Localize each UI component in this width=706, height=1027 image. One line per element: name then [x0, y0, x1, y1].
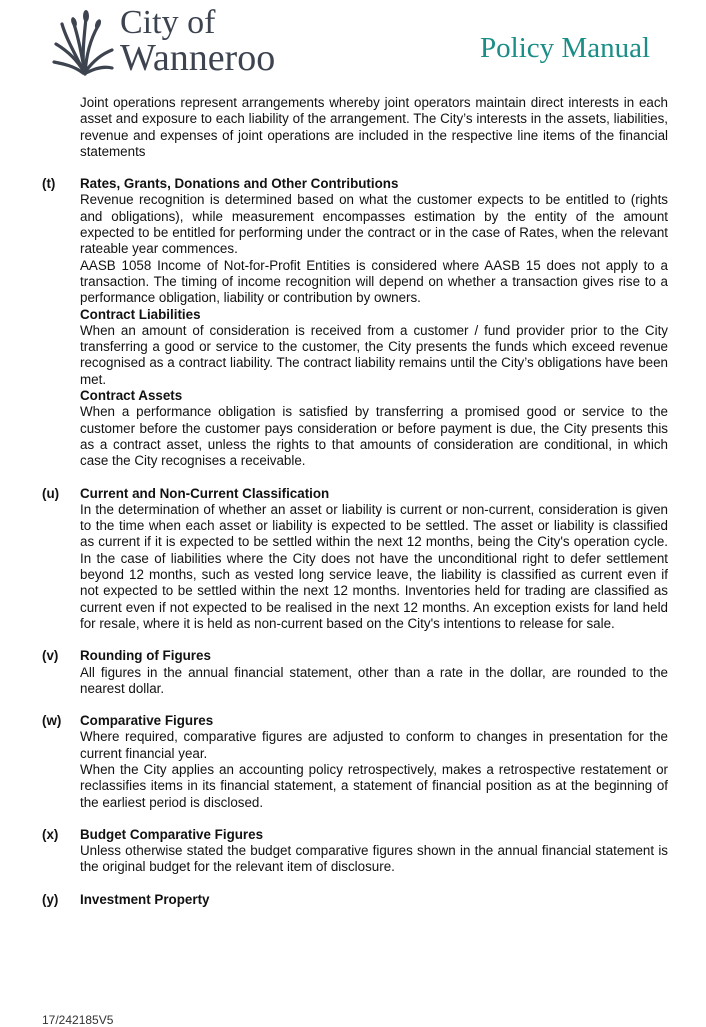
document-reference: 17/242185V5 [42, 1013, 114, 1027]
section-label-u: (u) [42, 485, 60, 501]
contract-liabilities-paragraph: When an amount of consideration is received from a customer / fund provider prior to the City transferring a good or service to the customer, the City presents the funds which exceed revenue recognised as a contract liability. The contract liability remains until the City’s obligations have been met. [80, 322, 668, 387]
section-v-paragraph: All figures in the annual financial statement, other than a rate in the dollar, are rounded to the nearest dollar. [80, 664, 668, 696]
section-heading-y: Investment Property [80, 891, 210, 907]
grass-tree-icon [52, 10, 114, 76]
section-label-x: (x) [42, 826, 59, 842]
manual-title: Policy Manual [480, 32, 650, 64]
section-heading-w: Comparative Figures [80, 713, 214, 729]
logo-text-city-of: City of [120, 4, 216, 41]
section-heading-v: Rounding of Figures [80, 648, 211, 664]
section-heading-x: Budget Comparative Figures [80, 826, 264, 842]
section-t [42, 176, 668, 469]
section-label-w: (w) [42, 713, 62, 729]
section-v [42, 648, 668, 697]
logo-text-wanneroo: Wanneroo [120, 37, 276, 79]
section-label-v: (v) [42, 648, 59, 664]
section-u [42, 486, 668, 633]
contract-assets-heading: Contract Assets [80, 388, 183, 404]
section-w [42, 713, 668, 811]
section-t-paragraph-2: AASB 1058 Income of Not-for-Profit Entities is considered where AASB 15 does not apply to a transaction. The timing of income recognition will depend on whether a transaction gives rise to a performance obligation, liability or contribution by owners. [80, 257, 668, 306]
section-y [42, 892, 668, 908]
document-body [42, 95, 668, 908]
intro-paragraph: Joint operations represent arrangements whereby joint operators maintain direct interests in each asset and exposure to each liability of the arrangement. The City’s interests in the assets, liabilities, revenue and expenses of joint operations are included in the respective line items of the financial statements [80, 95, 668, 159]
section-x [42, 827, 668, 876]
section-label-y: (y) [42, 891, 59, 907]
section-w-paragraph-1: Where required, comparative figures are adjusted to conform to changes in presentation for the current financial year. [80, 729, 668, 761]
section-label-t: (t) [42, 176, 56, 192]
section-u-paragraph: In the determination of whether an asset or liability is current or non-current, consideration is given to the time when each asset or liability is expected to be settled. The asset or liability is classified as current if it is expected to be settled within the next 12 months, being the City's operation cycle. In the case of liabilities where the City does not have the unconditional right to defer settlement beyond 12 months, such as vested long service leave, the liability is classified as current even if not expected to be settled within the next 12 months. Inventories held for trading are classified as current even if not expected to be realised in the next 12 months. An exception exists for land held for resale, where it is held as non-current based on the City's intentions to release for sale. [80, 501, 668, 631]
section-w-paragraph-2: When the City applies an accounting policy retrospectively, makes a retrospective restatement or reclassifies items in its financial statement, a statement of financial position as at the beginning of the earliest period is disclosed. [80, 761, 668, 810]
intro-block [42, 95, 668, 160]
contract-liabilities-heading: Contract Liabilities [80, 306, 201, 322]
section-t-paragraph-1: Revenue recognition is determined based on what the customer expects to be entitled to (rights and obligations), while measurement encompasses estimation by the entity of the amount expected to be entitled for performing under the contract or in the case of Rates, when the relevant rateable year commences. [80, 192, 668, 257]
contract-assets-paragraph: When a performance obligation is satisfied by transferring a promised good or service to the customer before the customer pays consideration or before payment is due, the City presents this as a contract asset, unless the rights to that amounts of consideration are conditional, in which case the City recognises a receivable. [80, 404, 668, 469]
page-header [0, 0, 706, 90]
section-heading-u: Current and Non-Current Classification [80, 485, 330, 501]
section-heading-t: Rates, Grants, Donations and Other Contributions [80, 176, 399, 192]
section-x-paragraph: Unless otherwise stated the budget comparative figures shown in the annual financial statement is the original budget for the relevant item of disclosure. [80, 843, 668, 875]
